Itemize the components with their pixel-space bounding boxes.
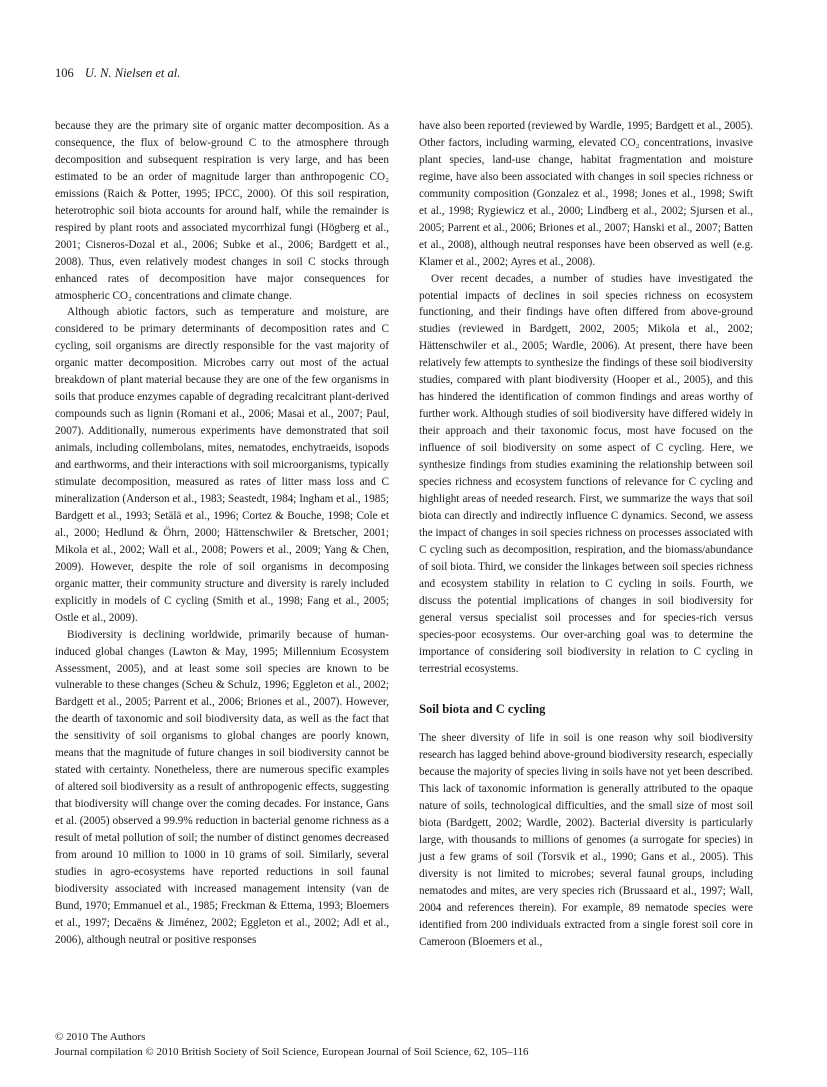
page-footer <box>55 1030 529 1059</box>
footer-copyright: © 2010 The Authors <box>55 1031 146 1043</box>
body-paragraph: Biodiversity is declining worldwide, primarily because of human-induced global changes (Lawton & May, 1995; Millennium Ecosystem Assessment, 2005), and at least some soil species are known to be vulnerable to these changes (Scheu & Schulz, 1996; Eggleton et al., 2002; Bardgett et al., 2005; Parrent et al., 2006; Briones et al., 2007). However, the dearth of taxonomic and soil biodiversity data, as well as the fact that the sensitivity of soil organisms to global changes are poorly known, means that the magnitude of future changes in soil biodiversity cannot be stated with certainty. Nonetheless, there are numerous specific examples of altered soil biodiversity as a result of anthropogenic effects, suggesting that biodiversity will change over the coming decades. For instance, Gans et al. (2005) observed a 99.9% reduction in bacterial genome richness as a result of metal pollution of soil; the number of distinct genomes decreased from around 10 million to 1000 in 10 grams of soil. Similarly, several studies in agro-ecosystems have reported reductions in soil faunal biodiversity associated with increased management intensity (van de Bund, 1970; Emmanuel et al., 1985; Freckman & Ettema, 1993; Bloemers et al., 1997; Decaëns & Jiménez, 2002; Eggleton et al., 2002; Adl et al., 2006), although neutral or positive responses <box>55 628 389 946</box>
running-head-authors: U. N. Nielsen et al. <box>84 66 181 80</box>
footer-journal-line: Journal compilation © 2010 British Society of Soil Science, European Journal of Soil Science, 62, 105–116 <box>55 1045 529 1058</box>
page-number: 106 <box>55 66 74 80</box>
body-paragraph: Over recent decades, a number of studies have investigated the potential impacts of declines in soil species richness on ecosystem functioning, and their findings have often differed from above-ground studies (reviewed in Bardgett, 2002, 2005; Mikola et al., 2002; Hättenschwiler et al., 2005; Wardle, 2006). At present, there have been relatively few attempts to synthesize the findings of these soil biodiversity studies, compared with plant biodiversity (Hooper et al., 2005), and this has hindered the identification of common findings and areas worthy of further work. Although studies of soil biodiversity have differed widely in their approach and their taxonomic focus, most have focused on the influence of soil biodiversity on some aspect of C cycling. Here, we synthesize findings from studies examining the relationship between soil species richness and ecosystem functions of relevance for C cycling and highlight areas of needed research. First, we summarize the ways that soil biota can directly and indirectly influence C dynamics. Second, we assess the impact of changes in soil species richness on processes associated with C cycling such as decomposition, respiration, and the biomass/abundance of soil biota. Third, we consider the linkages between soil species richness and ecosystem stability in relation to C cycling in soils. Fourth, we discuss the potential implications of changes in soil biodiversity for general versus specialist soil processes and for species-rich versus species-poor ecosystems. Our over-arching goal was to determine the importance of considering soil biodiversity in relation to C cycling in terrestrial ecosystems. <box>419 272 753 675</box>
running-head <box>55 66 180 81</box>
body-paragraph: Although abiotic factors, such as temperature and moisture, are considered to be primary determinants of decomposition rates and C cycling, soil organisms are directly responsible for the vast majority of organic matter decomposition. Microbes carry out most of the actual breakdown of plant material because they are one of the few organisms in soils that produce enzymes capable of degrading recalcitrant plant-derived compounds such as lignin (Romani et al., 2006; Masai et al., 2007; Paul, 2007). Additionally, numerous experiments have demonstrated that soil animals, including collembolans, mites, nematodes, enchytraeids, isopods and earthworms, and their interactions with soil microorganisms, typically stimulate decomposition, measured as rates of litter mass loss and C mineralization (Anderson et al., 1983; Seastedt, 1984; Ingham et al., 1985; Bardgett et al., 1993; Setälä et al., 1996; Cortez & Bouche, 1998; Cole et al., 2000; Hedlund & Öhrn, 2000; Hättenschwiler & Bretscher, 2001; Mikola et al., 2002; Wall et al., 2008; Powers et al., 2009; Yang & Chen, 2009). However, despite the role of soil organisms in decomposing organic matter, their community structure and diversity is rarely included explicitly in models of C cycling (Smith et al., 1998; Fang et al., 2005; Ostle et al., 2009). <box>55 306 389 624</box>
left-column <box>55 118 389 949</box>
body-paragraph: because they are the primary site of organic matter decomposition. As a consequence, the flux of below-ground C to the atmosphere through decomposition and subsequent respiration is very large, and has been estimated to be an order of magnitude larger than anthropogenic CO₂ emissions (Raich & Potter, 1995; IPCC, 2000). Of this soil respiration, heterotrophic soil biota accounts for around half, while the remainder is respired by plant roots and associated mycorrhizal fungi (Högberg et al., 2001; Cisneros-Dozal et al., 2006; Subke et al., 2006; Bardgett et al., 2008). Thus, even relatively modest changes in soil C stocks through enhanced rates of decomposition have major consequences for atmospheric CO₂ concentrations and climate change. <box>55 120 389 302</box>
body-paragraph: have also been reported (reviewed by Wardle, 1995; Bardgett et al., 2005). Other factors, including warming, elevated CO₂ concentrations, invasive plant species, land-use change, habitat fragmentation and moisture regime, have also been associated with changes in soil species richness or community composition (Gonzalez et al., 1998; Jones et al., 1998; Swift et al., 1998; Rygiewicz et al., 2000; Lindberg et al., 2002; Sjursen et al., 2005; Parrent et al., 2006; Briones et al., 2007; Hanski et al., 2007; Batten et al., 2008), although neutral responses have been observed as well (e.g. Klamer et al., 2002; Ayres et al., 2008). <box>419 120 753 268</box>
body-paragraph: The sheer diversity of life in soil is one reason why soil biodiversity research has lagged behind above-ground biodiversity research, especially because the majority of species living in soils have not yet been described. This lack of taxonomic information is generally attributed to the opaque nature of soils, technological difficulties, and the small size of most soil biota (Bardgett, 2002; Wardle, 2002). Bacterial diversity is particularly large, with thousands to millions of genomes (a surrogate for species) in just a few grams of soil (Torsvik et al., 1990; Gans et al., 2005). This diversity is not limited to microbes; several faunal groups, including nematodes and mites, are very species rich (Brussaard et al., 1997; Wall, 2004 and references therein). For example, 89 nematode species were identified from 200 individuals extracted from a single forest soil core in Cameroon (Bloemers et al., <box>419 732 753 948</box>
right-column <box>419 118 753 951</box>
section-heading: Soil biota and C cycling <box>419 702 546 717</box>
